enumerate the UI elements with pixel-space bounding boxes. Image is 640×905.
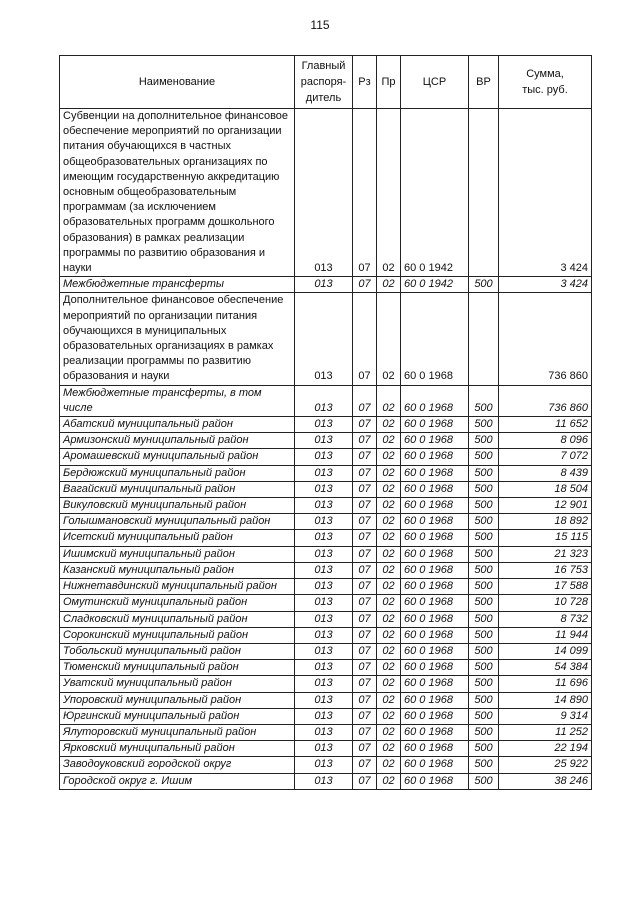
cell-csr: 60 0 1968 [401,643,469,659]
cell-name: Армизонский муниципальный район [60,433,295,449]
cell-pr: 02 [377,708,401,724]
table-row [60,660,592,676]
table-row [60,627,592,643]
cell-pr: 02 [377,530,401,546]
cell-sum: 10 728 [499,595,592,611]
table-header-row [60,56,592,109]
cell-name: Юргинский муниципальный район [60,708,295,724]
budget-table [59,55,592,790]
cell-sum: 11 696 [499,676,592,692]
cell-csr: 60 0 1968 [401,660,469,676]
cell-csr: 60 0 1968 [401,627,469,643]
cell-rz: 07 [353,595,377,611]
cell-pr: 02 [377,277,401,293]
cell-admin: 013 [295,481,353,497]
table-row [60,385,592,416]
cell-rz: 07 [353,498,377,514]
cell-pr: 02 [377,293,401,385]
cell-csr: 60 0 1968 [401,562,469,578]
header-pr: Пр [377,56,401,109]
cell-csr: 60 0 1968 [401,724,469,740]
cell-pr: 02 [377,741,401,757]
cell-vr [469,109,499,277]
cell-csr: 60 0 1968 [401,530,469,546]
header-csr: ЦСР [401,56,469,109]
cell-pr: 02 [377,498,401,514]
cell-rz: 07 [353,481,377,497]
cell-rz: 07 [353,293,377,385]
cell-csr: 60 0 1968 [401,433,469,449]
cell-sum: 3 424 [499,109,592,277]
cell-rz: 07 [353,757,377,773]
cell-pr: 02 [377,465,401,481]
page-number: 115 [310,18,330,32]
cell-pr: 02 [377,724,401,740]
cell-admin: 013 [295,562,353,578]
cell-admin: 013 [295,595,353,611]
cell-vr: 500 [469,579,499,595]
cell-vr: 500 [469,433,499,449]
cell-admin: 013 [295,449,353,465]
cell-admin: 013 [295,385,353,416]
header-admin-line2: распоря- [300,76,347,88]
table-row [60,417,592,433]
cell-rz: 07 [353,579,377,595]
cell-rz: 07 [353,773,377,789]
table-row [60,481,592,497]
table-row [60,773,592,789]
header-admin-line3: дитель [305,92,342,104]
cell-sum: 22 194 [499,741,592,757]
cell-pr: 02 [377,562,401,578]
cell-name: Тюменский муниципальный район [60,660,295,676]
cell-name: Ишимский муниципальный район [60,546,295,562]
cell-rz: 07 [353,546,377,562]
cell-admin: 013 [295,277,353,293]
cell-csr: 60 0 1968 [401,676,469,692]
cell-vr: 500 [469,595,499,611]
cell-sum: 18 892 [499,514,592,530]
cell-name: Вагайский муниципальный район [60,481,295,497]
cell-sum: 8 439 [499,465,592,481]
cell-sum: 9 314 [499,708,592,724]
cell-pr: 02 [377,385,401,416]
cell-admin: 013 [295,514,353,530]
cell-pr: 02 [377,692,401,708]
cell-pr: 02 [377,417,401,433]
cell-sum: 3 424 [499,277,592,293]
cell-csr: 60 0 1968 [401,741,469,757]
cell-name: Голышмановский муниципальный район [60,514,295,530]
cell-sum: 736 860 [499,293,592,385]
table-row [60,579,592,595]
cell-rz: 07 [353,660,377,676]
header-rz: Рз [353,56,377,109]
table-row [60,708,592,724]
cell-pr: 02 [377,449,401,465]
table-row [60,514,592,530]
cell-admin: 013 [295,498,353,514]
cell-sum: 15 115 [499,530,592,546]
cell-name: Абатский муниципальный район [60,417,295,433]
cell-admin: 013 [295,660,353,676]
cell-admin: 013 [295,708,353,724]
cell-admin: 013 [295,109,353,277]
cell-rz: 07 [353,514,377,530]
cell-name: Заводоуковский городской округ [60,757,295,773]
cell-name: Бердюжский муниципальный район [60,465,295,481]
cell-csr: 60 0 1968 [401,514,469,530]
cell-vr: 500 [469,546,499,562]
cell-csr: 60 0 1968 [401,546,469,562]
header-admin [295,56,353,109]
cell-csr: 60 0 1968 [401,579,469,595]
cell-name: Омутинский муниципальный район [60,595,295,611]
header-sum-line2: тыс. руб. [522,84,568,96]
header-sum [499,56,592,109]
cell-name: Казанский муниципальный район [60,562,295,578]
cell-admin: 013 [295,757,353,773]
cell-pr: 02 [377,757,401,773]
cell-csr: 60 0 1968 [401,481,469,497]
cell-sum: 11 652 [499,417,592,433]
cell-csr: 60 0 1968 [401,692,469,708]
cell-vr: 500 [469,481,499,497]
table-row [60,724,592,740]
cell-sum: 11 252 [499,724,592,740]
cell-vr: 500 [469,530,499,546]
cell-admin: 013 [295,773,353,789]
cell-vr: 500 [469,692,499,708]
cell-admin: 013 [295,293,353,385]
cell-sum: 8 732 [499,611,592,627]
cell-name: Аромашевский муниципальный район [60,449,295,465]
cell-name: Субвенции на дополнительное финансовое обеспечение мероприятий по организации питания обучающихся в частных общеобразовательных организациях по имеющим государственную аккредитацию основным общеобразовательным программам (за исключением образовательных программ дошкольного образования) в рамках реализации программы по развитию образования и науки [60,109,295,277]
cell-rz: 07 [353,465,377,481]
cell-admin: 013 [295,546,353,562]
cell-csr: 60 0 1942 [401,277,469,293]
cell-csr: 60 0 1968 [401,708,469,724]
cell-vr: 500 [469,449,499,465]
cell-sum: 11 944 [499,627,592,643]
cell-rz: 07 [353,708,377,724]
cell-csr: 60 0 1968 [401,611,469,627]
cell-vr: 500 [469,385,499,416]
cell-rz: 07 [353,643,377,659]
cell-name: Сорокинский муниципальный район [60,627,295,643]
cell-admin: 013 [295,692,353,708]
cell-sum: 7 072 [499,449,592,465]
cell-sum: 21 323 [499,546,592,562]
cell-rz: 07 [353,741,377,757]
cell-pr: 02 [377,579,401,595]
cell-vr: 500 [469,660,499,676]
table-row [60,109,592,277]
cell-vr: 500 [469,498,499,514]
table-row [60,498,592,514]
table-row [60,692,592,708]
cell-rz: 07 [353,433,377,449]
cell-rz: 07 [353,562,377,578]
header-name: Наименование [60,56,295,109]
cell-csr: 60 0 1968 [401,595,469,611]
table-row [60,643,592,659]
cell-pr: 02 [377,611,401,627]
cell-rz: 07 [353,385,377,416]
cell-vr: 500 [469,708,499,724]
cell-sum: 12 901 [499,498,592,514]
cell-name: Сладковский муниципальный район [60,611,295,627]
cell-admin: 013 [295,724,353,740]
cell-vr: 500 [469,611,499,627]
cell-pr: 02 [377,514,401,530]
cell-sum: 8 096 [499,433,592,449]
cell-admin: 013 [295,433,353,449]
cell-pr: 02 [377,676,401,692]
cell-rz: 07 [353,449,377,465]
cell-csr: 60 0 1968 [401,773,469,789]
cell-vr: 500 [469,627,499,643]
header-vr: ВР [469,56,499,109]
cell-admin: 013 [295,643,353,659]
cell-rz: 07 [353,277,377,293]
cell-csr: 60 0 1968 [401,417,469,433]
cell-name: Межбюджетные трансферты, в том числе [60,385,295,416]
cell-name: Викуловский муниципальный район [60,498,295,514]
cell-admin: 013 [295,465,353,481]
cell-vr: 500 [469,643,499,659]
table-row [60,530,592,546]
cell-admin: 013 [295,627,353,643]
cell-pr: 02 [377,433,401,449]
table-row [60,449,592,465]
cell-vr: 500 [469,465,499,481]
cell-vr: 500 [469,724,499,740]
cell-vr: 500 [469,757,499,773]
cell-admin: 013 [295,611,353,627]
cell-vr: 500 [469,741,499,757]
cell-name: Дополнительное финансовое обеспечение мероприятий по организации питания обучающихся в муниципальных образовательных организациях в рамках реализации программы по развитию образования и науки [60,293,295,385]
cell-pr: 02 [377,773,401,789]
cell-csr: 60 0 1968 [401,498,469,514]
cell-sum: 54 384 [499,660,592,676]
cell-sum: 38 246 [499,773,592,789]
cell-sum: 736 860 [499,385,592,416]
table-row [60,546,592,562]
table-row [60,465,592,481]
header-admin-line1: Главный [301,60,346,72]
cell-rz: 07 [353,611,377,627]
cell-csr: 60 0 1968 [401,385,469,416]
cell-name: Уватский муниципальный район [60,676,295,692]
cell-name: Нижнетавдинский муниципальный район [60,579,295,595]
cell-admin: 013 [295,417,353,433]
cell-name: Городской округ г. Ишим [60,773,295,789]
cell-vr: 500 [469,773,499,789]
cell-rz: 07 [353,676,377,692]
table-row [60,741,592,757]
cell-rz: 07 [353,692,377,708]
cell-vr: 500 [469,514,499,530]
cell-admin: 013 [295,530,353,546]
cell-csr: 60 0 1968 [401,293,469,385]
cell-rz: 07 [353,417,377,433]
cell-rz: 07 [353,109,377,277]
cell-name: Исетский муниципальный район [60,530,295,546]
table-row [60,433,592,449]
cell-sum: 14 099 [499,643,592,659]
cell-vr: 500 [469,676,499,692]
cell-sum: 17 588 [499,579,592,595]
cell-vr: 500 [469,417,499,433]
cell-name: Упоровский муниципальный район [60,692,295,708]
cell-vr [469,293,499,385]
table-row [60,757,592,773]
cell-pr: 02 [377,481,401,497]
cell-rz: 07 [353,530,377,546]
cell-rz: 07 [353,724,377,740]
cell-rz: 07 [353,627,377,643]
cell-pr: 02 [377,627,401,643]
cell-pr: 02 [377,660,401,676]
cell-pr: 02 [377,643,401,659]
table-row [60,277,592,293]
table-body [60,109,592,790]
cell-sum: 16 753 [499,562,592,578]
cell-sum: 25 922 [499,757,592,773]
cell-pr: 02 [377,546,401,562]
cell-name: Ярковский муниципальный район [60,741,295,757]
table-row [60,562,592,578]
cell-csr: 60 0 1968 [401,449,469,465]
header-sum-line1: Сумма, [526,68,564,80]
cell-csr: 60 0 1942 [401,109,469,277]
cell-admin: 013 [295,741,353,757]
cell-pr: 02 [377,109,401,277]
cell-sum: 18 504 [499,481,592,497]
cell-sum: 14 890 [499,692,592,708]
table-row [60,676,592,692]
cell-pr: 02 [377,595,401,611]
table-row [60,595,592,611]
cell-vr: 500 [469,562,499,578]
cell-vr: 500 [469,277,499,293]
cell-name: Ялуторовский муниципальный район [60,724,295,740]
cell-csr: 60 0 1968 [401,465,469,481]
cell-admin: 013 [295,579,353,595]
cell-csr: 60 0 1968 [401,757,469,773]
table-row [60,611,592,627]
cell-name: Тобольский муниципальный район [60,643,295,659]
table-row [60,293,592,385]
cell-name: Межбюджетные трансферты [60,277,295,293]
cell-admin: 013 [295,676,353,692]
